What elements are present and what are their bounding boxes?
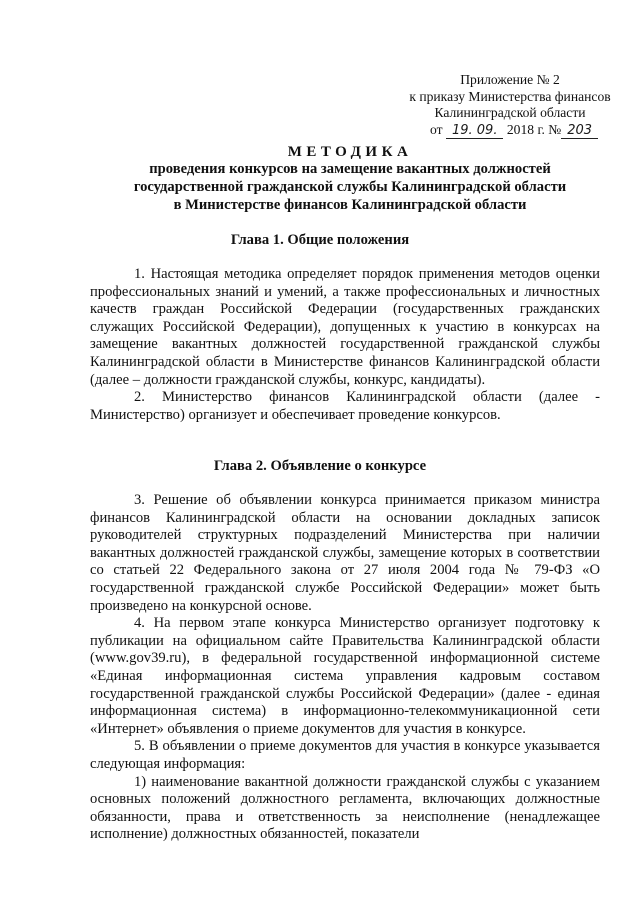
annex-date-line bbox=[400, 122, 620, 140]
chapter-2-heading: Глава 2. Объявление о конкурсе bbox=[213, 458, 427, 474]
subtitle-line-2: государственной гражданской службы Калининградской области bbox=[133, 179, 567, 195]
document-title: МЕТОДИКА bbox=[287, 144, 413, 160]
paragraph-6: 1) наименование вакантной должности гражданской службы с указанием основных положений должностного регламента, включающих должностные обязанности, права и ответственность за неисполнение (ненадлежащее исполнение) должностных обязанностей, показатели bbox=[90, 773, 600, 843]
date-year: 2018 г. № bbox=[506, 121, 562, 137]
handwritten-date: 19. 09. bbox=[446, 123, 503, 139]
handwritten-number: 203 bbox=[561, 123, 598, 139]
annex-title: Приложение № 2 bbox=[460, 72, 560, 87]
annex-region: Калининградской области bbox=[434, 105, 586, 120]
chapter-2-body bbox=[90, 492, 600, 844]
paragraph-1: 1. Настоящая методика определяет порядок применения методов оценки профессиональных знаний и умений, а также профессиональных и личностных качеств граждан Российской Федерации (государственных гражданских служащих Российской Федерации), допущенных к участию в конкурсах на замещение вакантных должностей государственной гражданской службы Калининградской области в Министерстве финансов Калининградской области (далее – должности гражданской службы, конкурс, кандидаты). bbox=[90, 266, 600, 388]
paragraph-4: 4. На первом этапе конкурса Министерство организует подготовку к публикации на официальном сайте Правительства Калининградской области (www.gov39.ru), в федеральной государственной информационной системе «Единая информационная система управления кадровым составом государственной гражданской службы Российской Федерации» (далее - единая информационная система) в информационно-телекоммуникационной сети «Интернет» объявления о приеме документов для участия в конкурсе. bbox=[90, 615, 600, 737]
document-subtitle bbox=[90, 160, 610, 214]
chapter-1-heading: Глава 1. Общие положения bbox=[230, 232, 410, 248]
paragraph-5: 5. В объявлении о приеме документов для участия в конкурсе указывается следующая информация: bbox=[90, 738, 600, 772]
paragraph-3: 3. Решение об объявлении конкурса принимается приказом министра финансов Калининградской области на основании докладных записок руководителей структурных подразделений Министерства при наличии вакантных должностей гражданской службы, замещение которых в соответствии со статьей 22 Федерального закона от 27 июля 2004 года № 79-ФЗ «О государственной гражданской службе Российской Федерации» может быть произведено на конкурсной основе. bbox=[90, 492, 600, 614]
annex-order-ref: к приказу Министерства финансов bbox=[409, 88, 611, 104]
chapter-1-body bbox=[90, 266, 600, 424]
paragraph-2: 2. Министерство финансов Калининградской области (далее - Министерство) организует и обеспечивает проведение конкурсов. bbox=[90, 389, 600, 423]
subtitle-line-3: в Министерстве финансов Калининградской области bbox=[173, 197, 527, 213]
date-prefix: от bbox=[430, 121, 443, 137]
subtitle-line-1: проведения конкурсов на замещение вакантных должностей bbox=[149, 161, 551, 177]
annex-block bbox=[400, 72, 620, 139]
